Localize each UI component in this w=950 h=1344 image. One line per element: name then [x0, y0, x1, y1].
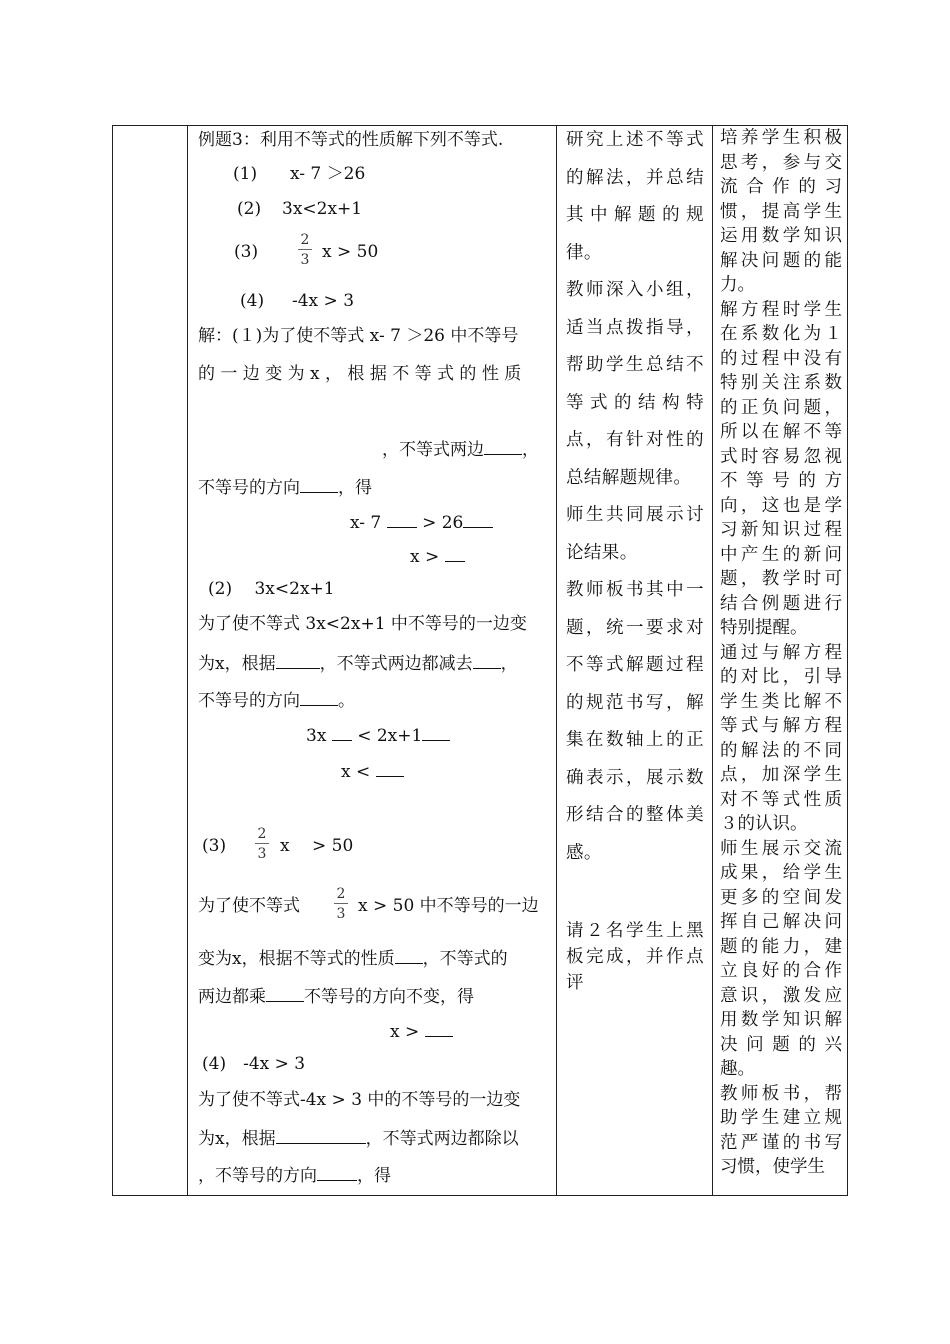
design-intent-column: [720, 126, 842, 1180]
table-bottom-border: [112, 1195, 848, 1196]
table-border-col2-left: [187, 125, 188, 1196]
blank: [376, 760, 404, 777]
solution-3-equation: x >: [390, 1020, 453, 1042]
solution-1-equation-1: x- 7 > 26: [350, 511, 493, 533]
blank: [300, 476, 338, 493]
problem-1-label: (1): [233, 164, 258, 184]
fraction-numerator: 2: [334, 886, 348, 904]
intent-paragraph-5: 教师板书，帮助学生建立规范严谨的书写习惯，使学生: [720, 1083, 842, 1177]
activity-paragraph-4: 教师板书其中一题，统一要求对不等式解题过程的规范书写，解集在数轴上的正确表示，展示数形结合的整体美感。: [566, 580, 704, 863]
blank: [332, 724, 352, 741]
solution-3-line-3: 两边都乘 不等号的方向不变，得: [198, 987, 474, 1007]
problem-1-expr: x- 7 ＞26: [290, 164, 366, 184]
solution-1-equation-2: x >: [410, 545, 465, 567]
problem-2-label: (2): [237, 199, 262, 219]
teacher-activity-column: [566, 122, 704, 872]
intent-paragraph-1: 培养学生积极思考，参与交流合作的习惯，提高学生运用数学知识解决问题的能力。: [720, 128, 842, 295]
solution-1-line-4: 不等号的方向 ，得: [198, 478, 372, 498]
solution-3-line-1b: x > 50 中不等号的一边: [358, 896, 539, 916]
solution-1-line-1: 解：(１)为了使不等式 x- 7 ＞26 中不等号: [198, 326, 519, 346]
table-border-col1-left: [112, 125, 113, 1196]
solution-2-line-3: 不等号的方向 。: [198, 691, 355, 711]
blank: [484, 438, 522, 455]
fraction-numerator: 2: [255, 826, 269, 844]
solution-2-head: (2) 3x<2x+1: [208, 579, 335, 599]
fraction-denominator: 3: [300, 252, 310, 268]
activity-paragraph-5: 请２名学生上黑板完成，并作点评: [566, 921, 704, 993]
blank: [276, 1127, 366, 1144]
blank: [463, 511, 493, 528]
blank: [425, 1020, 453, 1037]
solution-3-line-1a: 为了使不等式: [198, 896, 300, 916]
intent-paragraph-4: 师生展示交流成果，给学生更多的空间发挥自己解决问题的能力，建立良好的合作意识，激发应用数学知识解决问题的兴趣。: [720, 838, 842, 1079]
problem-3-fraction: [298, 232, 312, 268]
activity-paragraph-2: 教师深入小组，适当点拨指导，帮助学生总结不等式的结构特点，有针对性的总结解题规律。: [566, 280, 704, 488]
intent-paragraph-2: 解方程时学生在系数化为１的过程中没有特别关注系数的正负问题，所以在解不等式时容易忽视不等号的方向，这也是学习新知识过程中产生的新问题，教学时可结合例题进行特别提醒。: [720, 299, 842, 638]
table-border-col4-left: [712, 125, 713, 1196]
intent-paragraph-3: 通过与解方程的对比，引导学生类比解不等式与解方程的解法的不同点，加深学生对不等式性质３的认识。: [720, 642, 842, 834]
blank: [395, 947, 423, 964]
solution-3-line-2: 变为x，根据不等式的性质 ，不等式的: [198, 949, 508, 969]
blank: [422, 724, 450, 741]
solution-4-line-2: 为x，根据 ，不等式两边都除以: [198, 1129, 519, 1149]
solution-3-head-fraction: [255, 826, 269, 862]
solution-4-line-1: 为了使不等式-4x > 3 中的不等号的一边变: [198, 1090, 521, 1110]
teacher-activity-note: [566, 918, 704, 996]
problem-3-expr: x > 50: [322, 242, 379, 262]
solution-1-line-3: ，不等式两边 ，: [382, 440, 539, 460]
solution-3-fraction: [334, 886, 348, 922]
fraction-denominator: 3: [257, 846, 267, 862]
problem-4-expr: -4x > 3: [292, 291, 355, 311]
fraction-denominator: 3: [336, 906, 346, 922]
example-title: 例题3：利用不等式的性质解下列不等式.: [198, 130, 504, 150]
problem-2-expr: 3x<2x+1: [282, 199, 363, 219]
blank: [300, 689, 338, 706]
solution-3-head-label: (3): [202, 836, 227, 856]
fraction-numerator: 2: [298, 232, 312, 250]
table-border-right: [847, 125, 848, 1196]
solution-2-equation-1: 3x < 2x+1: [306, 724, 450, 746]
blank: [266, 985, 304, 1002]
solution-2-line-1: 为了使不等式 3x<2x+1 中不等号的一边变: [198, 614, 527, 634]
blank: [473, 652, 501, 669]
solution-4-head: (4) -4x > 3: [202, 1054, 306, 1074]
activity-paragraph-1: 研究上述不等式的解法，并总结其中解题的规律。: [566, 130, 704, 263]
solution-2-line-2: 为x，根据 ，不等式两边都减去 ，: [198, 654, 518, 674]
solution-2-equation-2: x <: [341, 760, 404, 782]
problem-4-label: (4): [240, 291, 265, 311]
solution-3-head-expr: x > 50: [280, 836, 354, 856]
blank: [317, 1164, 357, 1181]
solution-1-line-2: 的 一 边 变 为 x ， 根 据 不 等 式 的 性 质: [198, 364, 522, 384]
activity-paragraph-3: 师生共同展示讨论结果。: [566, 505, 704, 563]
problem-3-label: (3): [234, 242, 259, 262]
table-border-col3-left: [556, 125, 557, 1196]
blank: [445, 545, 465, 562]
blank: [276, 652, 320, 669]
solution-4-line-3: ，不等号的方向 ，得: [198, 1166, 391, 1186]
blank: [387, 511, 417, 528]
